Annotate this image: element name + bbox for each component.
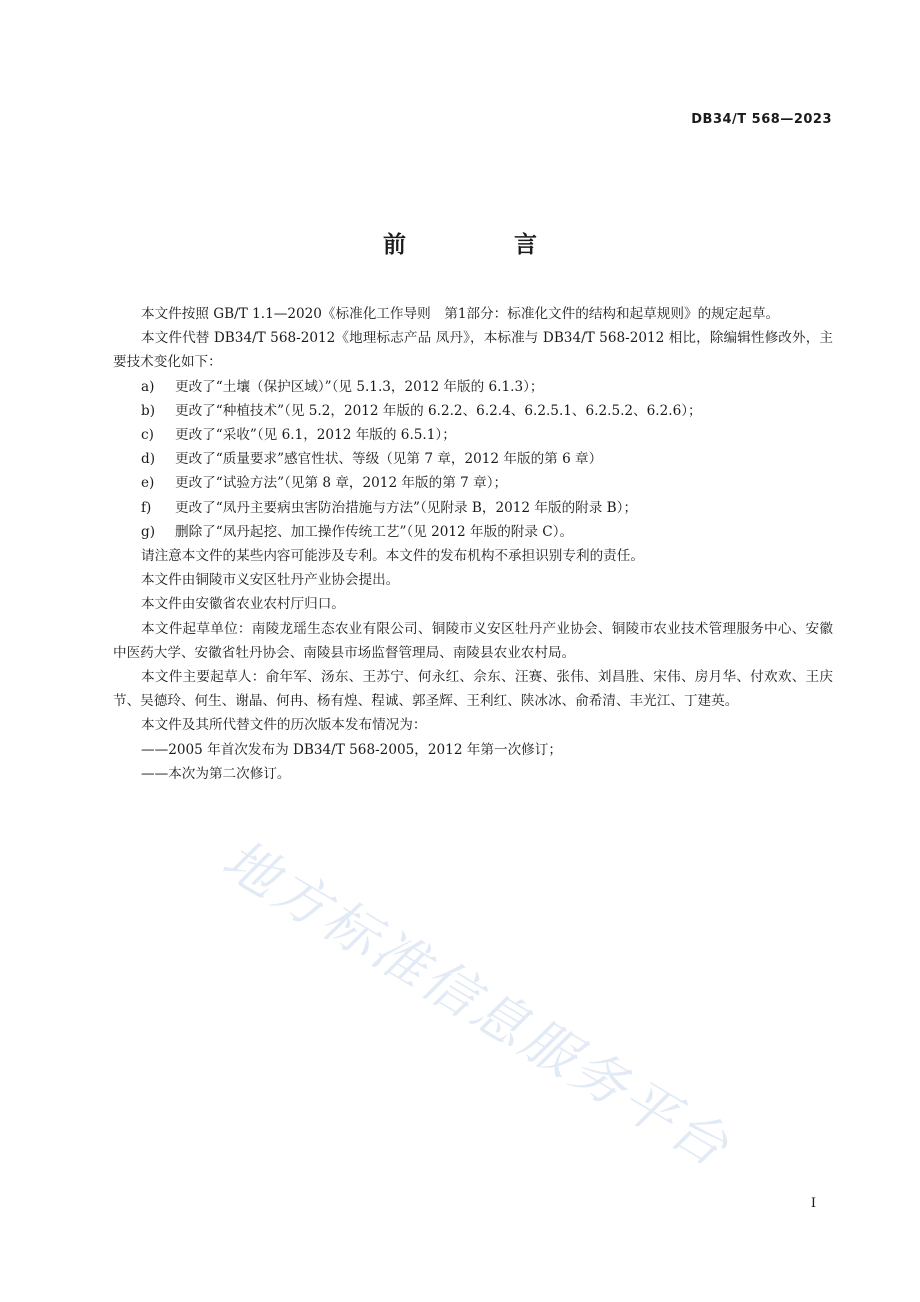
paragraph-patent-notice: 请注意本文件的某些内容可能涉及专利。本文件的发布机构不承担识别专利的责任。 <box>141 548 644 565</box>
list-item <box>113 520 833 544</box>
list-item <box>113 423 833 447</box>
list-item <box>113 471 833 495</box>
list-item-label: a) <box>141 378 155 395</box>
page-title: 前 言 <box>382 232 587 258</box>
list-item-text: 更改了“凤丹主要病虫害防治措施与方法”（见附录 B，2012 年版的附录 B）； <box>175 499 638 516</box>
list-item-label: g) <box>141 523 156 540</box>
list-item <box>113 399 833 423</box>
list-item <box>113 447 833 471</box>
page-number: I <box>810 1196 816 1211</box>
list-item-label: e) <box>141 475 155 492</box>
history-item: ——本次为第二次修订。 <box>141 765 291 782</box>
list-item-text: 更改了“质量要求”感官性状、等级（见第 7 章，2012 年版的第 6 章） <box>175 451 603 468</box>
paragraph-proposer: 本文件由铜陵市义安区牡丹产业协会提出。 <box>141 572 400 589</box>
list-item-text: 删除了“凤丹起挖、加工操作传统工艺”（见 2012 年版的附录 C）。 <box>175 523 574 540</box>
list-item-text: 更改了“土壤（保护区域）”（见 5.1.3，2012 年版的 6.1.3）； <box>175 378 544 395</box>
list-item <box>113 496 833 520</box>
list-item-text: 更改了“采收”（见 6.1，2012 年版的 6.5.1）； <box>175 427 456 444</box>
list-item-text: 更改了“种植技术”（见 5.2，2012 年版的 6.2.2、6.2.4、6.2.5.1、6.2.5.2、6.2.6）； <box>175 402 702 419</box>
list-item-label: f) <box>141 499 152 516</box>
watermark: 地方标准信息服务平台 <box>211 827 742 1181</box>
list-item-label: b) <box>141 402 156 419</box>
paragraph-basis: 本文件按照 GB/T 1.1—2020《标准化工作导则 第1部分：标准化文件的结构和起草规则》的规定起草。 <box>141 306 780 322</box>
list-item-label: d) <box>141 451 156 468</box>
list-item-label: c) <box>141 427 154 444</box>
paragraph-history-intro: 本文件及其所代替文件的历次版本发布情况为： <box>141 717 427 734</box>
standard-code: DB34/T 568—2023 <box>691 112 832 127</box>
paragraph-replacement: 本文件代替 DB34/T 568-2012《地理标志产品 凤丹》，本标准与 DB34/T 568-2012 相比，除编辑性修改外，主要技术变化如下： <box>113 330 833 371</box>
list-item-text: 更改了“试验方法”（见第 8 章，2012 年版的第 7 章）； <box>175 475 508 492</box>
paragraph-administrator: 本文件由安徽省农业农村厅归口。 <box>141 596 345 613</box>
paragraph-drafting-units: 本文件起草单位：南陵龙瑶生态农业有限公司、铜陵市义安区牡丹产业协会、铜陵市农业技术管理服务中心、安徽中医药大学、安徽省牡丹协会、南陵县市场监督管理局、南陵县农业农村局。 <box>113 620 833 661</box>
history-item: ——2005 年首次发布为 DB34/T 568-2005，2012 年第一次修订； <box>141 741 562 758</box>
list-item <box>113 375 833 399</box>
foreword-body <box>113 302 833 786</box>
paragraph-drafters: 本文件主要起草人：俞年军、汤东、王苏宁、何永红、佘东、汪赛、张伟、刘昌胜、宋伟、房月华、付欢欢、王庆节、吴德玲、何生、谢晶、何冉、杨有煌、程诚、郭圣辉、王利红、陕冰冰、俞希清、丰光江、丁建英。 <box>113 669 833 710</box>
